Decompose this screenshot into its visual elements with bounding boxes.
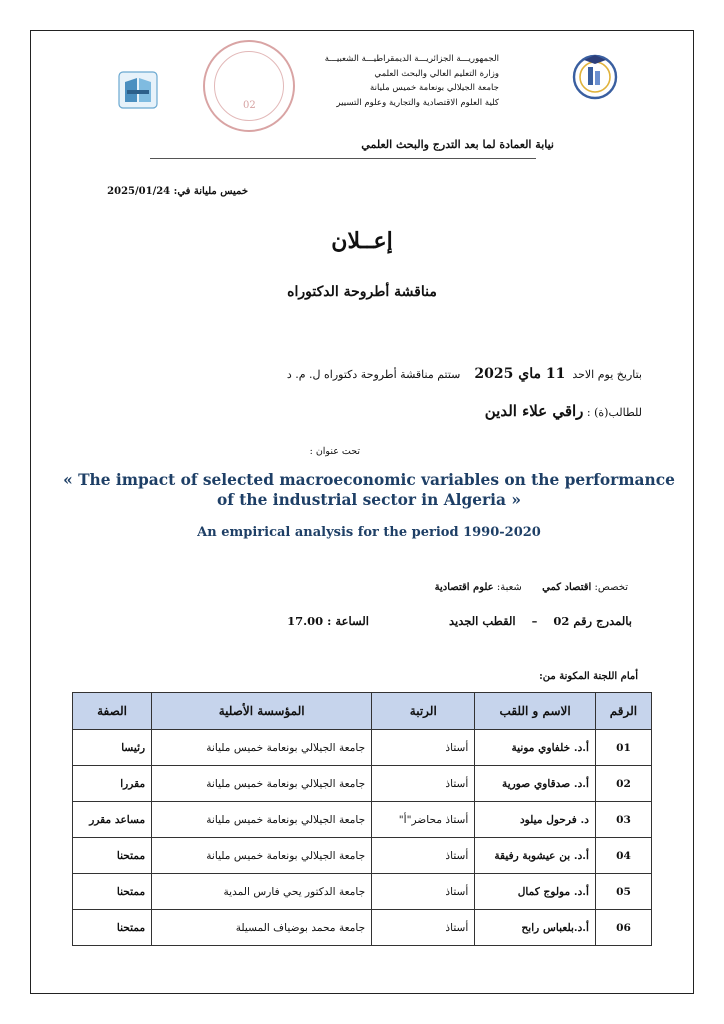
committee-label: أمام اللجنة المكونة من: bbox=[539, 671, 638, 682]
header-role: الصفة bbox=[73, 693, 152, 730]
student-label: للطالب(ة) : bbox=[586, 406, 642, 419]
member-name: أ.د. مولوج كمال bbox=[475, 874, 596, 910]
thesis-subtitle: An empirical analysis for the period 1990-2020 bbox=[197, 525, 541, 540]
under-title-label: تحت عنوان : bbox=[309, 446, 360, 457]
university-logo bbox=[570, 50, 620, 100]
specialty-line bbox=[435, 582, 628, 593]
date-prefix: بتاريخ يوم الاحد bbox=[572, 368, 642, 381]
member-institution: جامعة الدكتور يحي فارس المدية bbox=[152, 874, 372, 910]
member-institution: جامعة الجيلالي بونعامة خميس مليانة bbox=[152, 838, 372, 874]
row-number: 01 bbox=[595, 730, 651, 766]
member-rank: أستاذ bbox=[372, 766, 475, 802]
student-line bbox=[485, 402, 642, 420]
table-row bbox=[73, 730, 652, 766]
date-suffix: ستتم مناقشة أطروحة دكتوراه ل. م. د bbox=[286, 368, 461, 381]
header-line-republic: الجمهوريـــة الجزائريـــة الديمقراطيـــة الشعبيـــة bbox=[324, 54, 499, 64]
defense-date: 11 ماي 2025 bbox=[474, 366, 566, 382]
header-number: الرقم bbox=[595, 693, 651, 730]
member-name: أ.د.بلعباس رابح bbox=[475, 910, 596, 946]
branch-label: شعبة: bbox=[496, 582, 522, 593]
member-institution: جامعة الجيلالي بونعامة خميس مليانة bbox=[152, 730, 372, 766]
jury-table bbox=[72, 692, 652, 946]
header-line-ministry: وزارة التعليم العالي والبحث العلمي bbox=[374, 68, 499, 79]
table-row bbox=[73, 910, 652, 946]
member-role: رئيسا bbox=[73, 730, 152, 766]
specialty-value: اقتصاد كمي bbox=[542, 582, 592, 593]
row-number: 03 bbox=[595, 802, 651, 838]
department-title: نيابة العمادة لما بعد التدرج والبحث العلمي bbox=[361, 138, 554, 151]
member-rank: أستاذ bbox=[372, 730, 475, 766]
venue-place: بالمدرج رقم 02 bbox=[553, 614, 632, 628]
row-number: 05 bbox=[595, 874, 651, 910]
table-row bbox=[73, 838, 652, 874]
member-role: مساعد مقرر bbox=[73, 802, 152, 838]
header-name: الاسم و اللقب bbox=[475, 693, 596, 730]
header-line-faculty: كلية العلوم الاقتصادية والتجارية وعلوم التسيير bbox=[336, 97, 499, 108]
header-rank: الرتبة bbox=[372, 693, 475, 730]
member-institution: جامعة الجيلالي بونعامة خميس مليانة bbox=[152, 802, 372, 838]
member-institution: جامعة الجيلالي بونعامة خميس مليانة bbox=[152, 766, 372, 802]
header-institution: المؤسسة الأصلية bbox=[152, 693, 372, 730]
venue-dash: – bbox=[531, 614, 538, 628]
venue-campus: القطب الجديد bbox=[448, 614, 516, 628]
defense-date-line bbox=[287, 366, 642, 382]
row-number: 06 bbox=[595, 910, 651, 946]
table-header-row bbox=[73, 693, 652, 730]
member-name: أ.د. خلفاوي مونية bbox=[475, 730, 596, 766]
stamp-number: 02 bbox=[243, 100, 256, 111]
member-name: أ.د. بن عيشوبة رفيقة bbox=[475, 838, 596, 874]
member-institution: جامعة محمد بوضياف المسيلة bbox=[152, 910, 372, 946]
table-row bbox=[73, 766, 652, 802]
member-role: ممتحنا bbox=[73, 838, 152, 874]
institution-header bbox=[269, 52, 499, 110]
venue-line bbox=[287, 614, 632, 628]
member-role: ممتحنا bbox=[73, 910, 152, 946]
header-divider bbox=[150, 158, 536, 159]
row-number: 04 bbox=[595, 838, 651, 874]
member-name: أ.د. صدقاوي صورية bbox=[475, 766, 596, 802]
time-value: 17.00 bbox=[287, 614, 324, 628]
member-role: ممتحنا bbox=[73, 874, 152, 910]
header-line-university: جامعة الجيلالي بونعامة خميس مليانة bbox=[370, 83, 499, 94]
date-line: خميس مليانة في: 2025/01/24 bbox=[107, 186, 248, 197]
table-row bbox=[73, 802, 652, 838]
member-rank: أستاذ bbox=[372, 910, 475, 946]
member-rank: أستاذ محاضر"أ" bbox=[372, 802, 475, 838]
row-number: 02 bbox=[595, 766, 651, 802]
member-name: د. فرحول ميلود bbox=[475, 802, 596, 838]
announcement-subtitle: مناقشة أطروحة الدكتوراه bbox=[287, 284, 437, 300]
member-rank: أستاذ bbox=[372, 874, 475, 910]
branch-value: علوم اقتصادية bbox=[434, 582, 494, 593]
time-label: الساعة : bbox=[327, 614, 369, 628]
specialty-label: تخصص: bbox=[594, 582, 628, 593]
thesis-title: « The impact of selected macroeconomic variables on the performance of the industrial sector in Algeria » bbox=[63, 471, 675, 509]
member-role: مقررا bbox=[73, 766, 152, 802]
member-rank: أستاذ bbox=[372, 838, 475, 874]
announcement-title: إعــلان bbox=[331, 228, 393, 254]
faculty-logo bbox=[117, 68, 159, 112]
table-row bbox=[73, 874, 652, 910]
student-name: راقي علاء الدين bbox=[484, 402, 584, 420]
